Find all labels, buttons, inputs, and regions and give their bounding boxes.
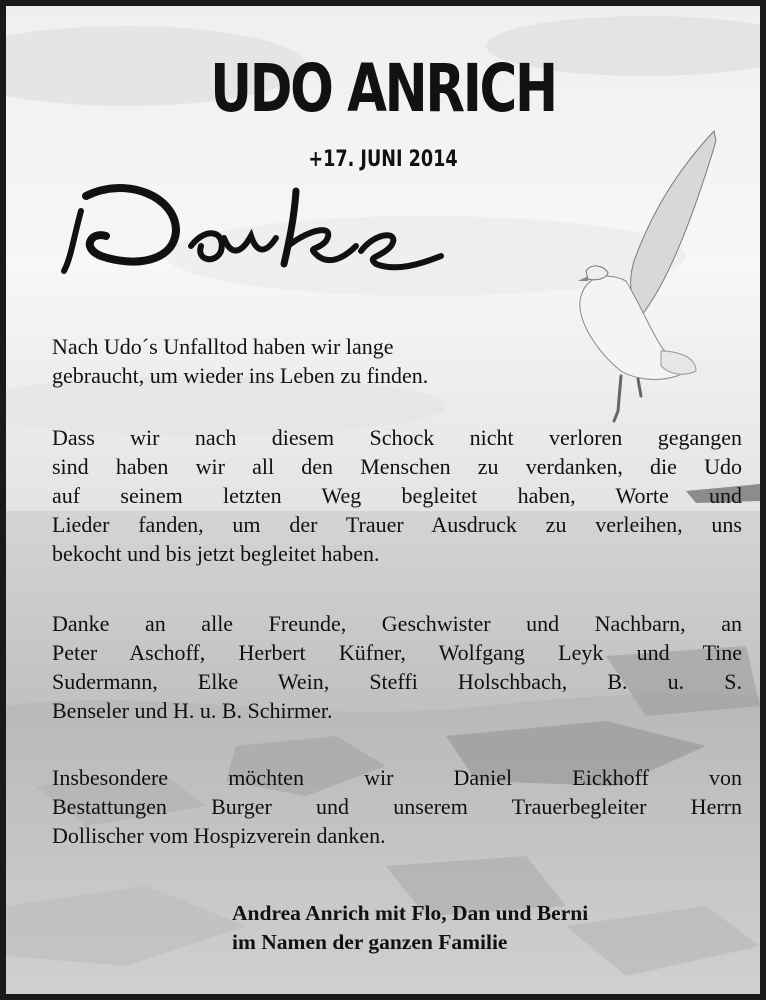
paragraph-line: Dass wir nach diesem Schock nicht verloren gegangen [52,425,742,450]
paragraph-line: bekocht und bis jetzt begleitet haben. [52,541,380,566]
intro-line: Nach Udo´s Unfalltod haben wir lange [52,334,394,359]
signature-line: im Namen der ganzen Familie [232,930,508,954]
paragraph-line: Benseler und H. u. B. Schirmer. [52,698,333,723]
paragraph-line: Lieder fanden, um der Trauer Ausdruck zu verleihen, uns [52,512,742,537]
paragraph-gratitude [52,423,742,568]
paragraph-line: Bestattungen Burger und unserem Trauerbegleiter Herrn [52,794,742,819]
paragraph-special-thanks [52,763,742,850]
intro-line: gebraucht, um wieder ins Leben zu finden. [52,363,429,388]
date-of-death: +17. JUNI 2014 [308,147,458,172]
signature-block [232,899,588,957]
paragraph-line: Danke an alle Freunde, Geschwister und Nachbarn, an [52,611,742,636]
paragraph-thanks-names [52,609,742,725]
deceased-name: UDO ANRICH [210,50,556,127]
paragraph-line: Dollischer vom Hospizverein danken. [52,823,386,848]
paragraph-line: auf seinem letzten Weg begleitet haben, Worte und [52,483,742,508]
paragraph-line: Insbesondere möchten wir Daniel Eickhoff von [52,765,742,790]
intro-paragraph [52,332,552,390]
signature-line: Andrea Anrich mit Flo, Dan und Berni [232,901,589,925]
paragraph-line: Peter Aschoff, Herbert Küfner, Wolfgang Leyk und Tine [52,640,742,665]
paragraph-line: sind haben wir all den Menschen zu verdanken, die Udo [52,454,742,479]
seagull-icon [566,121,736,436]
paragraph-line: Sudermann, Elke Wein, Steffi Holschbach, B. u. S. [52,669,742,694]
danke-handwriting [56,176,446,286]
